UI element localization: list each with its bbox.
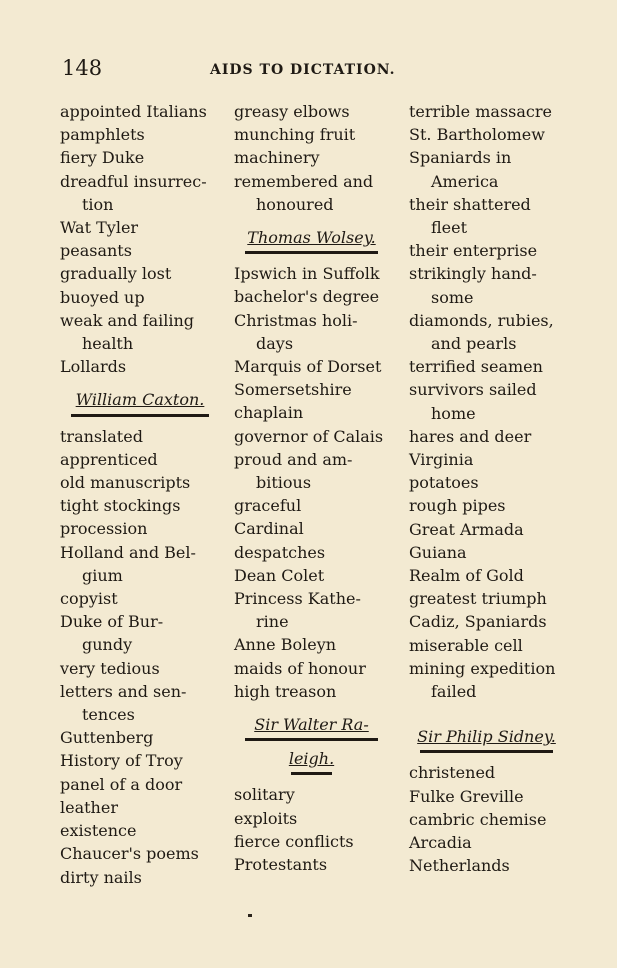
section-heading bbox=[234, 713, 389, 775]
list-item: tight stockings bbox=[60, 496, 181, 516]
section-heading bbox=[234, 226, 389, 254]
list-item: fierce conflicts bbox=[234, 831, 354, 851]
list-item: Fulke Greville bbox=[409, 786, 524, 806]
section-heading-text: Thomas Wolsey. bbox=[247, 228, 376, 248]
list-item: Virginia bbox=[409, 450, 474, 470]
list-item: tences bbox=[82, 705, 135, 725]
list-item: Wat Tyler bbox=[60, 218, 139, 238]
list-item: despatches bbox=[234, 542, 326, 562]
list-item: very tedious bbox=[60, 658, 160, 678]
list-item: gundy bbox=[82, 635, 133, 655]
list-item: Christmas holi- bbox=[234, 310, 358, 330]
section-heading-text: William Caxton. bbox=[75, 390, 205, 410]
list-item: Lollards bbox=[60, 357, 127, 377]
running-head: AIDS TO DICTATION. bbox=[210, 62, 396, 78]
heading-rule-short bbox=[291, 772, 331, 775]
list-item: fleet bbox=[431, 218, 468, 238]
list-item: machinery bbox=[234, 148, 320, 168]
list-item: dreadful insurrec- bbox=[60, 171, 207, 191]
list-item: Guttenberg bbox=[60, 728, 154, 748]
list-item: remembered and bbox=[234, 171, 374, 191]
list-item: rough pipes bbox=[409, 496, 506, 516]
list-item: graceful bbox=[234, 496, 302, 516]
list-item: bitious bbox=[256, 473, 312, 493]
list-item: chaplain bbox=[234, 403, 304, 423]
list-item: old manuscripts bbox=[60, 473, 191, 493]
list-item: Arcadia bbox=[409, 833, 472, 853]
section-heading bbox=[409, 725, 564, 753]
list-item: procession bbox=[60, 519, 148, 539]
list-item: peasants bbox=[60, 241, 132, 261]
list-item: home bbox=[431, 403, 476, 423]
list-item: strikingly hand- bbox=[409, 264, 537, 284]
list-item: translated bbox=[60, 426, 143, 446]
list-item: christened bbox=[409, 763, 496, 783]
list-item: gradually lost bbox=[60, 264, 172, 284]
list-item: solitary bbox=[234, 785, 295, 805]
list-item: health bbox=[82, 334, 134, 354]
list-item: leather bbox=[60, 797, 118, 817]
column-1 bbox=[60, 100, 220, 889]
list-item: Anne Boleyn bbox=[234, 635, 337, 655]
list-item: failed bbox=[431, 682, 477, 702]
list-item: America bbox=[431, 171, 499, 191]
list-item: and pearls bbox=[431, 334, 517, 354]
list-item: Guiana bbox=[409, 542, 467, 562]
list-item: apprenticed bbox=[60, 449, 158, 469]
list-item: munching fruit bbox=[234, 125, 356, 145]
list-item: proud and am- bbox=[234, 449, 353, 469]
list-item: governor of Calais bbox=[234, 426, 384, 446]
list-item: maids of honour bbox=[234, 658, 366, 678]
list-item: exploits bbox=[234, 808, 298, 828]
list-item: honoured bbox=[256, 194, 334, 214]
list-item: terrible massacre bbox=[409, 102, 552, 121]
list-item: Realm of Gold bbox=[409, 566, 524, 586]
list-item: high treason bbox=[234, 681, 337, 701]
list-item: dirty nails bbox=[60, 867, 142, 887]
section-heading bbox=[60, 388, 220, 416]
heading-rule bbox=[71, 414, 209, 417]
list-item: Dean Colet bbox=[234, 565, 325, 585]
list-item: fiery Duke bbox=[60, 148, 145, 168]
section-heading-text: Sir Philip Sidney. bbox=[417, 727, 556, 747]
heading-rule bbox=[420, 750, 553, 753]
list-item: some bbox=[431, 287, 474, 307]
list-item: Protestants bbox=[234, 855, 328, 875]
list-item: Princess Kathe- bbox=[234, 589, 361, 609]
list-item: copyist bbox=[60, 589, 118, 609]
list-item: pamphlets bbox=[60, 125, 145, 145]
list-item: buoyed up bbox=[60, 287, 145, 307]
list-item: Marquis of Dorset bbox=[234, 357, 382, 377]
list-item: gium bbox=[82, 565, 123, 585]
list-item: letters and sen- bbox=[60, 681, 187, 701]
list-item: Cadiz, Spaniards bbox=[409, 612, 547, 632]
list-item: Somersetshire bbox=[234, 380, 352, 400]
list-item: appointed Italians bbox=[60, 102, 207, 121]
list-item: hares and deer bbox=[409, 426, 532, 446]
list-item: greasy elbows bbox=[234, 102, 350, 121]
column-3 bbox=[409, 100, 564, 878]
list-item: History of Troy bbox=[60, 751, 183, 771]
list-item: diamonds, rubies, bbox=[409, 310, 554, 330]
list-item: their enterprise bbox=[409, 241, 538, 261]
list-item: weak and failing bbox=[60, 310, 195, 330]
list-item: tion bbox=[82, 194, 114, 214]
list-item: rine bbox=[256, 612, 289, 632]
list-item: Cardinal bbox=[234, 519, 304, 539]
list-item: existence bbox=[60, 821, 137, 841]
section-heading-text-cont: leigh. bbox=[288, 749, 335, 769]
list-item: survivors sailed bbox=[409, 380, 537, 400]
list-item: their shattered bbox=[409, 194, 531, 214]
list-item: Spaniards in bbox=[409, 148, 512, 168]
page-number: 148 bbox=[62, 56, 103, 80]
list-item: Netherlands bbox=[409, 856, 510, 876]
list-item: terrified seamen bbox=[409, 357, 543, 377]
list-item: bachelor's degree bbox=[234, 287, 380, 307]
list-item: mining expedition bbox=[409, 658, 556, 678]
list-item: cambric chemise bbox=[409, 809, 547, 829]
list-item: potatoes bbox=[409, 473, 479, 493]
heading-rule bbox=[245, 251, 378, 254]
ink-speck bbox=[248, 914, 252, 917]
section-heading-text: Sir Walter Ra- bbox=[254, 715, 369, 735]
list-item: Chaucer's poems bbox=[60, 844, 199, 864]
list-item: Duke of Bur- bbox=[60, 612, 164, 632]
heading-rule bbox=[245, 738, 378, 741]
list-item: Ipswich in Suffolk bbox=[234, 264, 380, 284]
list-item: days bbox=[256, 333, 294, 353]
list-item: miserable cell bbox=[409, 635, 523, 655]
list-item: Holland and Bel- bbox=[60, 542, 196, 562]
list-item: panel of a door bbox=[60, 774, 183, 794]
list-item: St. Bartholomew bbox=[409, 125, 545, 145]
column-2 bbox=[234, 100, 389, 876]
list-item: greatest triumph bbox=[409, 589, 547, 609]
list-item: Great Armada bbox=[409, 519, 524, 539]
